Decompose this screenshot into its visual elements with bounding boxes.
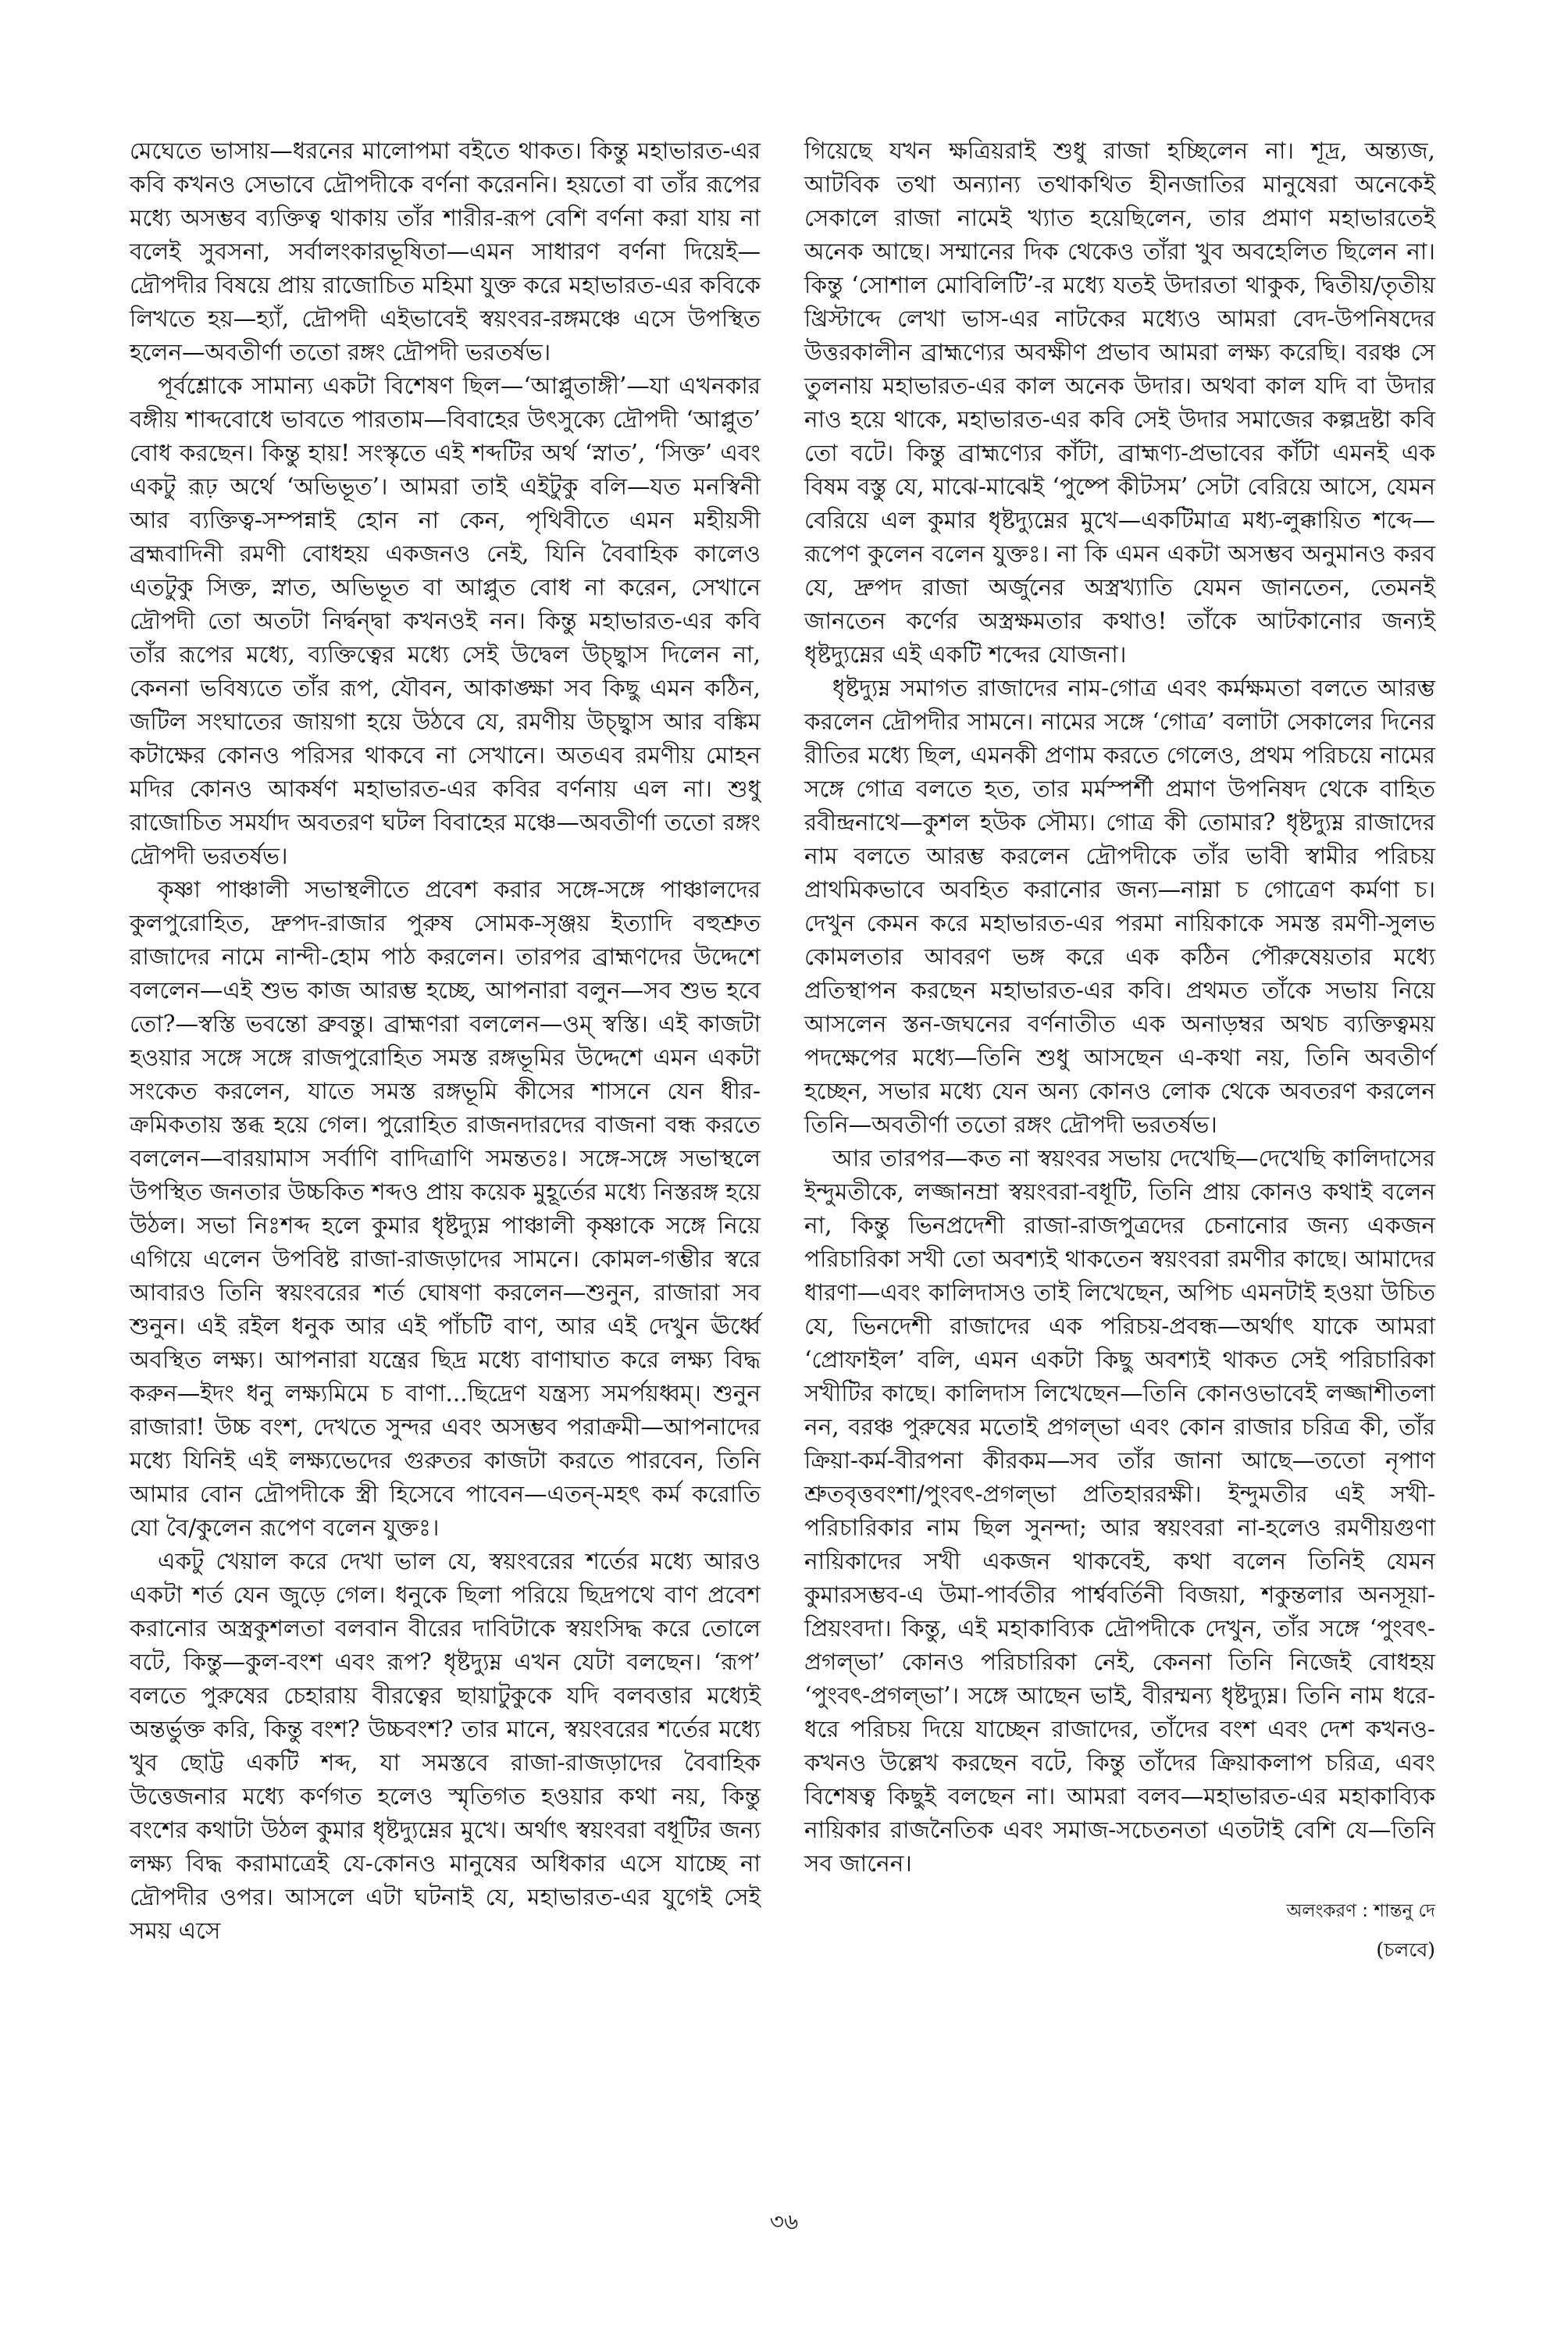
paragraph: মেঘেতে ভাসায়—ধরনের মালোপমা বইতে থাকত। কিন্তু মহাভারত-এর কবি কখনও সেভাবে দ্রৌপদীকে বর্ণনা করেননি। হয়তো বা তাঁর রূপের মধ্যে অসম্ভব ব্যক্তিত্ব থাকায় তাঁর শারীর-রূপ বেশি বর্ণনা করা যায় না বলেই সুবসনা, সর্বালংকারভূষিতা—এমন সাধারণ বর্ণনা দিয়েই—দ্রৌপদীর বিষয়ে প্রায় রাজোচিত মহিমা যুক্ত করে মহাভারত-এর কবিকে লিখতে হয়—হ্যাঁ, দ্রৌপদী এইভাবেই স্বয়ংবর-রঙ্গমঞ্চে এসে উপস্থিত হলেন—অবতীর্ণা ততো রঙ্গং দ্রৌপদী ভরতর্ষভ। bbox=[130, 137, 761, 366]
paragraph: গিয়েছে যখন ক্ষত্রিয়রাই শুধু রাজা হচ্ছিলেন না। শূদ্র, অন্ত্যজ, আটবিক তথা অন্যান্য তথাকথিত হীনজাতির মানুষেরা অনেকেই সেকালে রাজা নামেই খ্যাত হয়েছিলেন, তার প্রমাণ মহাভারতেই অনেক আছে। সম্মানের দিক থেকেও তাঁরা খুব অবহেলিত ছিলেন না। কিন্তু ‘সোশাল মোবিলিটি’-র মধ্যে যতই উদারতা থাকুক, দ্বিতীয়/তৃতীয় খ্রিস্টাব্দে লেখা ভাস-এর নাটকের মধ্যেও আমরা বেদ-উপনিষদের উত্তরকালীন ব্রাহ্মণ্যের অবক্ষীণ প্রভাব আমরা লক্ষ্য করেছি। বরঞ্চ সে তুলনায় মহাভারত-এর কাল অনেক উদার। অথবা কাল যদি বা উদার নাও হয়ে থাকে, মহাভারত-এর কবি সেই উদার সমাজের কল্পদ্রষ্টা কবি তো বটে। কিন্তু ব্রাহ্মণ্যের কাঁটা, ব্রাহ্মণ্য-প্রভাবের কাঁটা এমনই এক বিষম বস্তু যে, মাঝে-মাঝেই ‘পুষ্পে কীটসম’ সেটা বেরিয়ে আসে, যেমন বেরিয়ে এল কুমার ধৃষ্টদ্যুম্নের মুখে—একটিমাত্র মধ্য-লুক্কায়িত শব্দে—রূপেণ কুলেন বলেন যুক্তঃ। না কি এমন একটা অসম্ভব অনুমানও করব যে, দ্রুপদ রাজা অর্জুনের অস্ত্রখ্যাতি যেমন জানতেন, তেমনই জানতেন কর্ণের অস্ত্রক্ষমতার কথাও! তাঁকে আটকানোর জন্যই ধৃষ্টদ্যুম্নের এই একটি শব্দের যোজনা। bbox=[804, 137, 1435, 668]
to-be-continued: (চলবে) bbox=[1376, 1938, 1435, 1961]
right-column bbox=[804, 134, 1435, 1965]
paragraph: ধৃষ্টদ্যুম্ন সমাগত রাজাদের নাম-গোত্র এবং কর্মক্ষমতা বলতে আরম্ভ করলেন দ্রৌপদীর সামনে। নামের সঙ্গে ‘গোত্র’ বলাটা সেকালের দিনের রীতির মধ্যে ছিল, এমনকী প্রণাম করতে গেলেও, প্রথম পরিচয়ে নামের সঙ্গে গোত্র বলতে হত, তার মর্মস্পর্শী প্রমাণ উপনিষদ থেকে বাহিত রবীন্দ্রনাথে—কুশল হউক সৌম্য। গোত্র কী তোমার? ধৃষ্টদ্যুম্ন রাজাদের নাম বলতে আরম্ভ করলেন দ্রৌপদীকে তাঁর ভাবী স্বামীর পরিচয় প্রাথমিকভাবে অবহিত করানোর জন্য—নাম্না চ গোত্রেণ কর্মণা চ। দেখুন কেমন করে মহাভারত-এর পরমা নায়িকাকে সমস্ত রমণী-সুলভ কোমলতার আবরণ ভঙ্গ করে এক কঠিন পৌরুষেয়তার মধ্যে প্রতিস্থাপন করছেন মহাভারত-এর কবি। প্রথমত তাঁকে সভায় নিয়ে আসলেন স্তন-জঘনের বর্ণনাতীত এক অনাড়ম্বর অথচ ব্যক্তিত্বময় পদক্ষেপের মধ্যে—তিনি শুধু আসছেন এ-কথা নয়, তিনি অবতীর্ণ হচ্ছেন, সভার মধ্যে যেন অন্য কোনও লোক থেকে অবতরণ করলেন তিনি—অবতীর্ণা ততো রঙ্গং দ্রৌপদী ভরতর্ষভ। bbox=[804, 675, 1435, 1138]
paragraph: পূর্বশ্লোকে সামান্য একটা বিশেষণ ছিল—‘আপ্লুতাঙ্গী’—যা এখনকার বঙ্গীয় শাব্দবোধে ভাবতে পারতাম—বিবাহের উৎসুক্যে দ্রৌপদী ‘আপ্লুত’ বোধ করছেন। কিন্তু হায়! সংস্কৃতে এই শব্দটির অর্থ ‘স্নাত’, ‘সিক্ত’ এবং একটু রূঢ় অর্থে ‘অভিভূত’। আমরা তাই এইটুকু বলি—যত মনস্বিনী আর ব্যক্তিত্ব-সম্পন্নাই হোন না কেন, পৃথিবীতে এমন মহীয়সী ব্রহ্মবাদিনী রমণী বোধহয় একজনও নেই, যিনি বৈবাহিক কালেও এতটুকু সিক্ত, স্নাত, অভিভূত বা আপ্লুত বোধ না করেন, সেখানে দ্রৌপদী তো অতটা নির্দ্বন্দ্বা কখনওই নন। কিন্তু মহাভারত-এর কবি তাঁর রূপের মধ্যে, ব্যক্তিত্বের মধ্যে সেই উদ্বেল উচ্ছ্বাস দিলেন না, কেননা ভবিষ্যতে তাঁর রূপ, যৌবন, আকাঙ্ক্ষা সব কিছু এমন কঠিন, জটিল সংঘাতের জায়গা হয়ে উঠবে যে, রমণীয় উচ্ছ্বাস আর বঙ্কিম কটাক্ষের কোনও পরিসর থাকবে না সেখানে। অতএব রমণীয় মোহন মদির কোনও আকর্ষণ মহাভারত-এর কবির বর্ণনায় এল না। শুধু রাজোচিত সমর্যাদ অবতরণ ঘটল বিবাহের মঞ্চে—অবতীর্ণা ততো রঙ্গং দ্রৌপদী ভরতর্ষভ। bbox=[130, 373, 761, 869]
paragraph: কৃষ্ণা পাঞ্চালী সভাস্থলীতে প্রবেশ করার সঙ্গে-সঙ্গে পাঞ্চালদের কুলপুরোহিত, দ্রুপদ-রাজার পুরুষ সোমক-সৃঞ্জয় ইত্যাদি বহুশ্রুত রাজাদের নামে নান্দী-হোম পাঠ করলেন। তারপর ব্রাহ্মণদের উদ্দেশে বললেন—এই শুভ কাজ আরম্ভ হচ্ছে, আপনারা বলুন—সব শুভ হবে তো?—স্বস্তি ভবন্তো ব্রুবন্তু। ব্রাহ্মণরা বললেন—ওম্ স্বস্তি। এই কাজটা হওয়ার সঙ্গে সঙ্গে রাজপুরোহিত সমস্ত রঙ্গভূমির উদ্দেশে এমন একটা সংকেত করলেন, যাতে সমস্ত রঙ্গভূমি কীসের শাসনে যেন ধীর-ক্রমিকতায় স্তব্ধ হয়ে গেল। পুরোহিত রাজনদারদের বাজনা বন্ধ করতে বললেন—বারয়ামাস সর্বাণি বাদিত্রাণি সমন্ততঃ। সঙ্গে-সঙ্গে সভাস্থলে উপস্থিত জনতার উচ্চকিত শব্দও প্রায় কয়েক মুহূর্তের মধ্যে নিস্তরঙ্গ হয়ে উঠল। সভা নিঃশব্দ হলে কুমার ধৃষ্টদ্যুম্ন পাঞ্চালী কৃষ্ণাকে সঙ্গে নিয়ে এগিয়ে এলেন উপবিষ্ট রাজা-রাজড়াদের সামনে। কোমল-গম্ভীর স্বরে আবারও তিনি স্বয়ংবরের শর্ত ঘোষণা করলেন—শুনুন, রাজারা সব শুনুন। এই রইল ধনুক আর এই পাঁচটি বাণ, আর এই দেখুন ঊর্ধ্বে অবস্থিত লক্ষ্য। আপনারা যন্ত্রের ছিদ্র মধ্যে বাণাঘাত করে লক্ষ্য বিদ্ধ করুন—ইদং ধনু লক্ষ্যমিমে চ বাণা...ছিদ্রেণ যন্ত্রস্য সমর্পয়ধ্বম্। শুনুন রাজারা! উচ্চ বংশ, দেখতে সুন্দর এবং অসম্ভব পরাক্রমী—আপনাদের মধ্যে যিনিই এই লক্ষ্যভেদের গুরুতর কাজটা করতে পারবেন, তিনি আমার বোন দ্রৌপদীকে স্ত্রী হিসেবে পাবেন—এতন্-মহৎ কর্ম করোতি যো বৈ/কুলেন রূপেণ বলেন যুক্তঃ। bbox=[130, 876, 761, 1541]
left-column bbox=[130, 134, 761, 1948]
paragraph: আর তারপর—কত না স্বয়ংবর সভায় দেখেছি—দেখেছি কালিদাসের ইন্দুমতীকে, লজ্জানম্রা স্বয়ংবরা-বধূটি, তিনি প্রায় কোনও কথাই বলেন না, কিন্তু ভিনপ্রদেশী রাজা-রাজপুত্রদের চেনানোর জন্য একজন পরিচারিকা সখী তো অবশ্যই থাকতেন স্বয়ংবরা রমণীর কাছে। আমাদের ধারণা—এবং কালিদাসও তাই লিখেছেন, অপিচ এমনটাই হওয়া উচিত যে, ভিনদেশী রাজাদের এক পরিচয়-প্রবন্ধ—অর্থাৎ যাকে আমরা ‘প্রোফাইল’ বলি, এমন একটা কিছু অবশ্যই থাকত সেই পরিচারিকা সখীটির কাছে। কালিদাস লিখেছেন—তিনি কোনওভাবেই লজ্জাশীতলা নন, বরঞ্চ পুরুষের মতোই প্রগল্ভা এবং কোন রাজার চরিত্র কী, তাঁর ক্রিয়া-কর্ম-বীরপনা কীরকম—সব তাঁর জানা আছে—ততো নৃপাণ শ্রুতবৃত্তবংশা/পুংবৎ-প্রগল্ভা প্রতিহাররক্ষী। ইন্দুমতীর এই সখী-পরিচারিকার নাম ছিল সুনন্দা; আর স্বয়ংবরা না-হলেও রমণীয়গুণা নায়িকাদের সখী একজন থাকবেই, কথা বলেন তিনিই যেমন কুমারসম্ভব-এ উমা-পার্বতীর পার্শ্ববর্তিনী বিজয়া, শকুন্তলার অনসূয়া-প্রিয়ংবদা। কিন্তু, এই মহাকাব্যিক দ্রৌপদীকে দেখুন, তাঁর সঙ্গে ‘পুংবৎ-প্রগল্ভা’ কোনও পরিচারিকা নেই, কেননা তিনি নিজেই বোধহয় ‘পুংবৎ-প্রগল্ভা’। সঙ্গে আছেন ভাই, বীরম্মন্য ধৃষ্টদ্যুম্ন। তিনি নাম ধরে-ধরে পরিচয় দিয়ে যাচ্ছেন রাজাদের, তাঁদের বংশ এবং দেশ কখনও-কখনও উল্লেখ করছেন বটে, কিন্তু তাঁদের ক্রিয়াকলাপ চরিত্র, এবং বিশেষত্ব কিছুই বলছেন না। আমরা বলব—মহাভারত-এর মহাকাব্যিক নায়িকার রাজনৈতিক এবং সমাজ-সচেতনতা এতটাই বেশি যে—তিনি সব জানেন। bbox=[804, 1145, 1435, 1877]
paragraph: একটু খেয়াল করে দেখা ভাল যে, স্বয়ংবরের শর্তের মধ্যে আরও একটা শর্ত যেন জুড়ে গেল। ধনুকে ছিলা পরিয়ে ছিদ্রপথে বাণ প্রবেশ করানোর অস্ত্রকুশলতা বলবান বীরের দাবিটাকে স্বয়ংসিদ্ধ করে তোলে বটে, কিন্তু—কুল-বংশ এবং রূপ? ধৃষ্টদ্যুম্ন এখন যেটা বলছেন। ‘রূপ’ বলতে পুরুষের চেহারায় বীরত্বের ছায়াটুকুকে যদি বলবত্তার মধ্যেই অন্তর্ভুক্ত করি, কিন্তু বংশ? উচ্চবংশ? তার মানে, স্বয়ংবরের শর্তের মধ্যে খুব ছোট্ট একটি শব্দ, যা সমস্তবে রাজা-রাজড়াদের বৈবাহিক উত্তেজনার মধ্যে কর্ণগত হলেও স্মৃতিগত হওয়ার কথা নয়, কিন্তু বংশের কথাটা উঠল কুমার ধৃষ্টদ্যুম্নের মুখে। অর্থাৎ স্বয়ংবরা বধূটির জন্য লক্ষ্য বিদ্ধ করামাত্রেই যে-কোনও মানুষের অধিকার এসে যাচ্ছে না দ্রৌপদীর ওপর। আসলে এটা ঘটনাই যে, মহাভারত-এর যুগেই সেই সময় এসে bbox=[130, 1548, 761, 1944]
page-number: ৩৬ bbox=[769, 2209, 799, 2234]
illustration-credit: অলংকরণ : শান্তনু দে bbox=[1286, 1901, 1435, 1921]
